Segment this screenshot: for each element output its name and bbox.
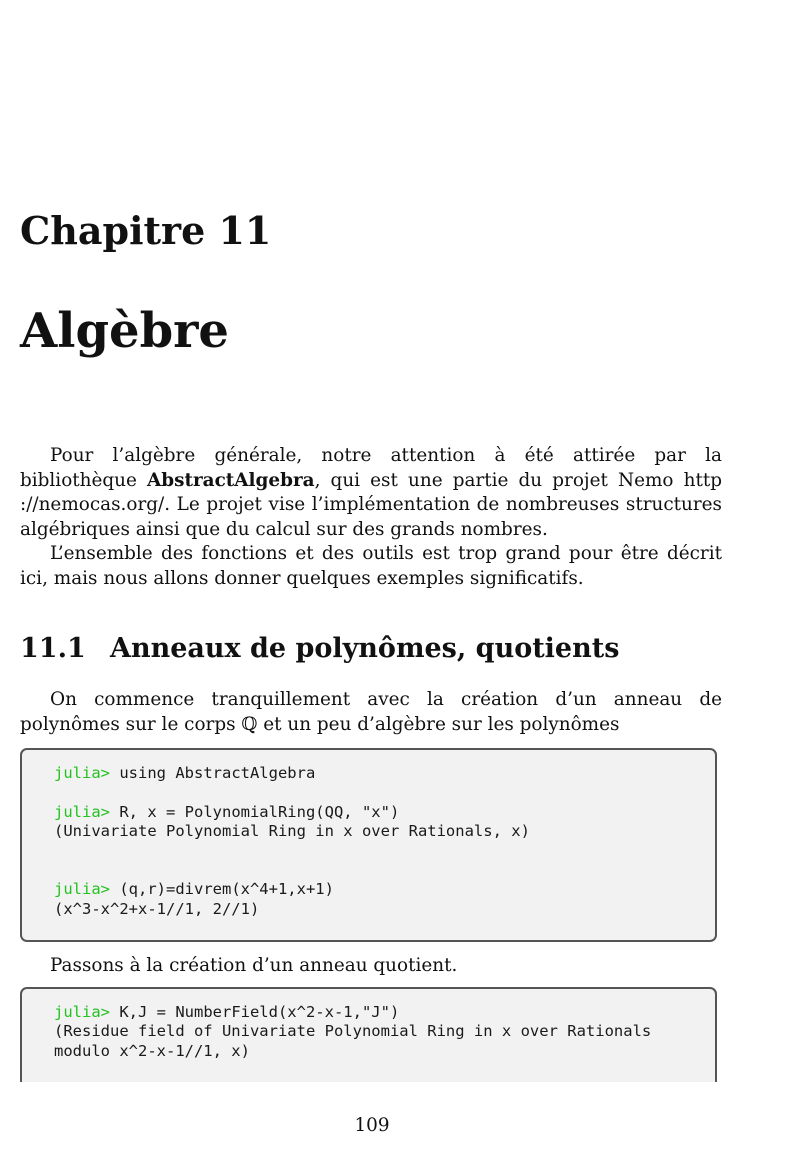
julia-prompt: julia>: [54, 802, 110, 821]
section-paragraph-2: Passons à la création d’un anneau quotient.: [50, 955, 458, 976]
julia-prompt: julia>: [54, 1003, 110, 1021]
code-blank-line: [54, 783, 715, 802]
code-output: modulo x^2-x-1//1, x): [54, 1041, 250, 1060]
page-cut-mask: [18, 1082, 722, 1112]
section-title: Anneaux de polynômes, quotients: [110, 633, 620, 664]
intro-text: [20, 444, 722, 591]
code-line: [54, 1003, 715, 1022]
code-command: using AbstractAlgebra: [110, 764, 316, 782]
code-blank-line: [54, 861, 715, 880]
code-command: R, x = PolynomialRing(QQ, "x"): [110, 802, 400, 821]
section-paragraph-1: On commence tranquillement avec la création d’un anneau de polynômes sur le corps ℚ et un peu d’algèbre sur les polynômes: [20, 689, 722, 735]
page-number: 109: [354, 1115, 390, 1136]
code-line: [54, 764, 715, 783]
intro-text-start: Pour l’algèbre générale, notre attention à été attirée par la bibliothèque: [20, 445, 722, 491]
chapter-title: Algèbre: [20, 303, 229, 359]
code-command: (q,r)=divrem(x^4+1,x+1): [110, 880, 334, 899]
code-line: [54, 880, 715, 899]
code-output: (Univariate Polynomial Ring in x over Rationals, x): [54, 822, 530, 841]
code-output: (x^3-x^2+x-1//1, 2//1): [54, 899, 260, 918]
section-heading: [20, 633, 619, 665]
intro-text-end: , qui est une partie du projet Nemo http ://nemocas.org/. Le projet vise l’implémentation de nombreuses structures algébriques ainsi que du calcul sur des grands nombres.: [20, 469, 722, 540]
section-number: 11.1: [20, 633, 86, 664]
section-text-2: [20, 954, 722, 979]
julia-prompt: julia>: [54, 880, 110, 899]
intro-paragraph-1: [20, 444, 722, 542]
abstractalgebra-name: AbstractAlgebra: [147, 469, 315, 491]
code-output: (Residue field of Univariate Polynomial Ring in x over Rationals: [54, 1022, 652, 1041]
section-intro: [20, 688, 722, 737]
julia-prompt: julia>: [54, 764, 110, 782]
code-block-1: [20, 748, 717, 942]
chapter-label: Chapitre 11: [20, 208, 272, 253]
code-command: K,J = NumberField(x^2-x-1,"J"): [110, 1003, 400, 1021]
intro-paragraph-2: L’ensemble des fonctions et des outils est trop grand pour être décrit ici, mais nous allons donner quelques exemples significatifs.: [20, 543, 722, 589]
code-line: [54, 803, 715, 822]
code-blank-line: [54, 842, 715, 861]
